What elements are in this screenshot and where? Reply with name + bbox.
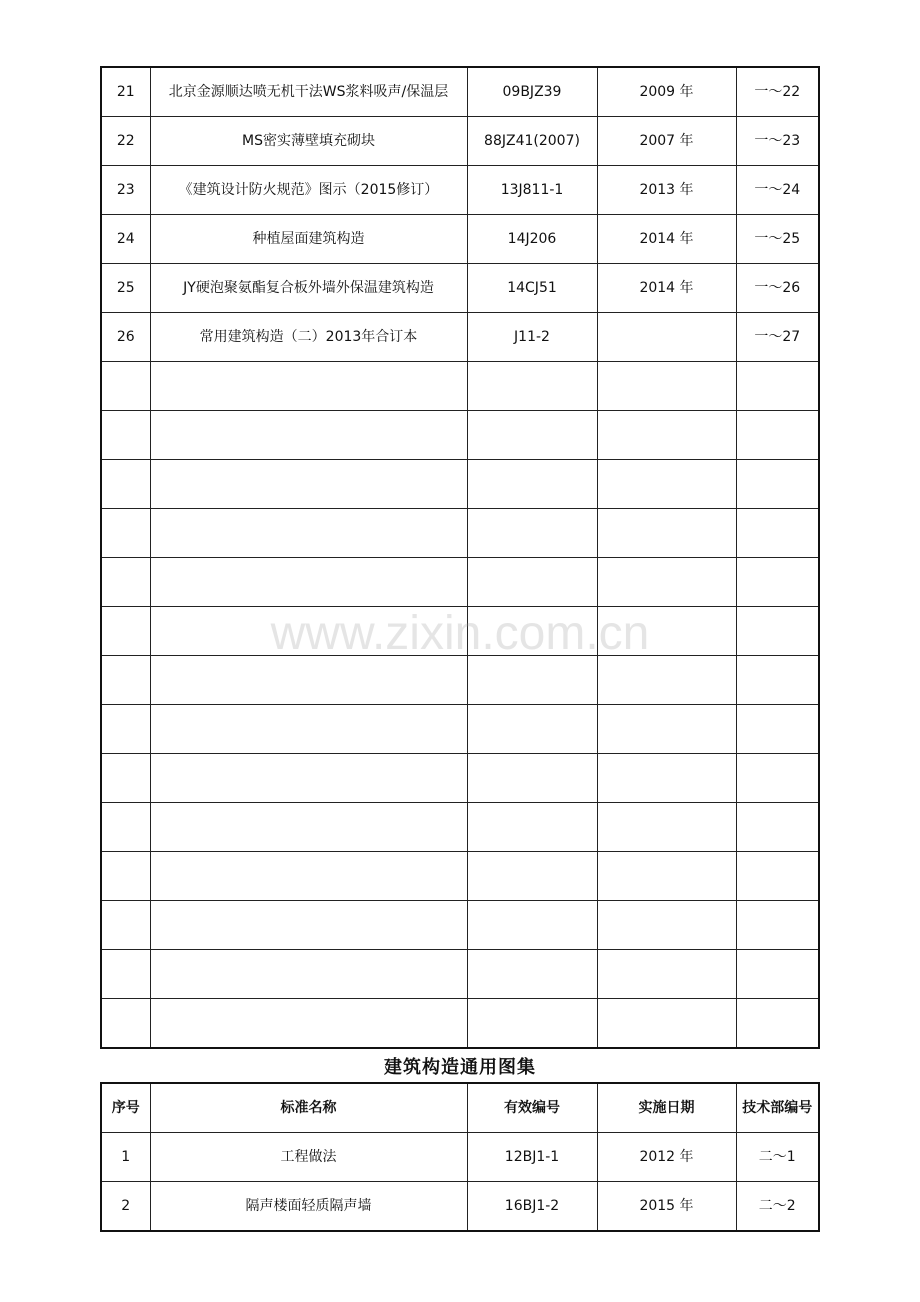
empty-cell bbox=[736, 999, 819, 1049]
header-tech: 技术部编号 bbox=[736, 1083, 819, 1133]
empty-cell bbox=[150, 754, 467, 803]
empty-cell bbox=[597, 901, 736, 950]
cell-no: 23 bbox=[101, 166, 150, 215]
empty-cell bbox=[150, 901, 467, 950]
cell-no: 22 bbox=[101, 117, 150, 166]
cell-no: 21 bbox=[101, 67, 150, 117]
empty-cell bbox=[150, 558, 467, 607]
cell-tech: 一～25 bbox=[736, 215, 819, 264]
table-row bbox=[101, 1133, 819, 1182]
empty-cell bbox=[597, 852, 736, 901]
empty-cell bbox=[597, 460, 736, 509]
header-date: 实施日期 bbox=[597, 1083, 736, 1133]
cell-code: 09BJZ39 bbox=[467, 67, 597, 117]
empty-cell bbox=[101, 950, 150, 999]
cell-code: 88JZ41(2007) bbox=[467, 117, 597, 166]
cell-code: J11-2 bbox=[467, 313, 597, 362]
cell-date: 2009 年 bbox=[597, 67, 736, 117]
table-row bbox=[101, 313, 819, 362]
empty-cell bbox=[597, 705, 736, 754]
header-no: 序号 bbox=[101, 1083, 150, 1133]
cell-name: 常用建筑构造（二）2013年合订本 bbox=[150, 313, 467, 362]
cell-date: 2012 年 bbox=[597, 1133, 736, 1182]
cell-tech: 一～26 bbox=[736, 264, 819, 313]
table-row bbox=[101, 117, 819, 166]
cell-tech: 一～22 bbox=[736, 67, 819, 117]
empty-cell bbox=[597, 607, 736, 656]
empty-row bbox=[101, 607, 819, 656]
empty-row bbox=[101, 852, 819, 901]
cell-name: MS密实薄壁填充砌块 bbox=[150, 117, 467, 166]
standards-table-continued bbox=[100, 66, 820, 1049]
cell-name: 北京金源顺达喷无机干法WS浆料吸声/保温层 bbox=[150, 67, 467, 117]
empty-row bbox=[101, 999, 819, 1049]
empty-cell bbox=[467, 509, 597, 558]
empty-cell bbox=[597, 950, 736, 999]
cell-date: 2007 年 bbox=[597, 117, 736, 166]
empty-cell bbox=[150, 803, 467, 852]
cell-name: 《建筑设计防火规范》图示（2015修订） bbox=[150, 166, 467, 215]
cell-tech: 一～24 bbox=[736, 166, 819, 215]
cell-tech: 一～23 bbox=[736, 117, 819, 166]
empty-cell bbox=[150, 607, 467, 656]
empty-cell bbox=[150, 950, 467, 999]
empty-cell bbox=[150, 656, 467, 705]
empty-row bbox=[101, 950, 819, 999]
header-name: 标准名称 bbox=[150, 1083, 467, 1133]
cell-no: 25 bbox=[101, 264, 150, 313]
header-code: 有效编号 bbox=[467, 1083, 597, 1133]
empty-row bbox=[101, 509, 819, 558]
table-row bbox=[101, 166, 819, 215]
empty-cell bbox=[736, 460, 819, 509]
cell-code: 14J206 bbox=[467, 215, 597, 264]
empty-cell bbox=[150, 460, 467, 509]
cell-no: 26 bbox=[101, 313, 150, 362]
empty-cell bbox=[467, 705, 597, 754]
cell-name: 隔声楼面轻质隔声墙 bbox=[150, 1182, 467, 1232]
empty-row bbox=[101, 803, 819, 852]
empty-cell bbox=[467, 656, 597, 705]
empty-cell bbox=[736, 803, 819, 852]
empty-cell bbox=[467, 460, 597, 509]
cell-no: 1 bbox=[101, 1133, 150, 1182]
cell-no: 2 bbox=[101, 1182, 150, 1232]
empty-cell bbox=[467, 950, 597, 999]
cell-date: 2013 年 bbox=[597, 166, 736, 215]
empty-cell bbox=[597, 509, 736, 558]
empty-cell bbox=[101, 656, 150, 705]
empty-cell bbox=[597, 754, 736, 803]
empty-cell bbox=[467, 803, 597, 852]
empty-cell bbox=[467, 362, 597, 411]
empty-cell bbox=[101, 705, 150, 754]
cell-no: 24 bbox=[101, 215, 150, 264]
table-row bbox=[101, 215, 819, 264]
cell-code: 16BJ1-2 bbox=[467, 1182, 597, 1232]
empty-cell bbox=[467, 411, 597, 460]
empty-cell bbox=[150, 411, 467, 460]
cell-name: JY硬泡聚氨酯复合板外墙外保温建筑构造 bbox=[150, 264, 467, 313]
empty-cell bbox=[467, 558, 597, 607]
empty-cell bbox=[736, 607, 819, 656]
cell-code: 12BJ1-1 bbox=[467, 1133, 597, 1182]
empty-cell bbox=[101, 754, 150, 803]
empty-cell bbox=[736, 754, 819, 803]
empty-row bbox=[101, 901, 819, 950]
empty-cell bbox=[597, 999, 736, 1049]
empty-cell bbox=[467, 852, 597, 901]
empty-cell bbox=[736, 852, 819, 901]
empty-cell bbox=[101, 901, 150, 950]
table-row bbox=[101, 264, 819, 313]
table-row bbox=[101, 1182, 819, 1232]
empty-row bbox=[101, 362, 819, 411]
empty-cell bbox=[597, 362, 736, 411]
empty-cell bbox=[467, 901, 597, 950]
empty-row bbox=[101, 754, 819, 803]
empty-cell bbox=[736, 362, 819, 411]
empty-cell bbox=[467, 754, 597, 803]
cell-tech: 二～1 bbox=[736, 1133, 819, 1182]
empty-cell bbox=[101, 509, 150, 558]
empty-cell bbox=[736, 509, 819, 558]
empty-cell bbox=[467, 607, 597, 656]
header-row bbox=[101, 1083, 819, 1133]
cell-tech: 二～2 bbox=[736, 1182, 819, 1232]
empty-row bbox=[101, 656, 819, 705]
empty-cell bbox=[150, 852, 467, 901]
empty-row bbox=[101, 558, 819, 607]
cell-code: 13J811-1 bbox=[467, 166, 597, 215]
empty-cell bbox=[467, 999, 597, 1049]
cell-date: 2014 年 bbox=[597, 215, 736, 264]
empty-cell bbox=[736, 950, 819, 999]
empty-cell bbox=[736, 656, 819, 705]
empty-cell bbox=[101, 460, 150, 509]
empty-cell bbox=[597, 656, 736, 705]
empty-cell bbox=[597, 558, 736, 607]
table-row bbox=[101, 67, 819, 117]
empty-cell bbox=[101, 803, 150, 852]
empty-cell bbox=[150, 362, 467, 411]
watermark: www.zixin.com.cn bbox=[270, 607, 650, 660]
cell-code: 14CJ51 bbox=[467, 264, 597, 313]
cell-name: 工程做法 bbox=[150, 1133, 467, 1182]
empty-row bbox=[101, 460, 819, 509]
empty-cell bbox=[736, 411, 819, 460]
empty-cell bbox=[736, 558, 819, 607]
empty-cell bbox=[101, 852, 150, 901]
empty-cell bbox=[101, 999, 150, 1049]
cell-date: 2014 年 bbox=[597, 264, 736, 313]
building-construction-atlas-table bbox=[100, 1082, 820, 1232]
empty-row bbox=[101, 411, 819, 460]
empty-cell bbox=[150, 705, 467, 754]
empty-cell bbox=[736, 901, 819, 950]
empty-cell bbox=[101, 411, 150, 460]
empty-cell bbox=[150, 509, 467, 558]
empty-cell bbox=[101, 362, 150, 411]
empty-cell bbox=[101, 558, 150, 607]
cell-date: 2015 年 bbox=[597, 1182, 736, 1232]
cell-date bbox=[597, 313, 736, 362]
section-title: 建筑构造通用图集 bbox=[384, 1057, 536, 1078]
empty-cell bbox=[736, 705, 819, 754]
cell-name: 种植屋面建筑构造 bbox=[150, 215, 467, 264]
empty-cell bbox=[597, 411, 736, 460]
empty-row bbox=[101, 705, 819, 754]
empty-cell bbox=[101, 607, 150, 656]
empty-cell bbox=[150, 999, 467, 1049]
empty-cell bbox=[597, 803, 736, 852]
cell-tech: 一～27 bbox=[736, 313, 819, 362]
